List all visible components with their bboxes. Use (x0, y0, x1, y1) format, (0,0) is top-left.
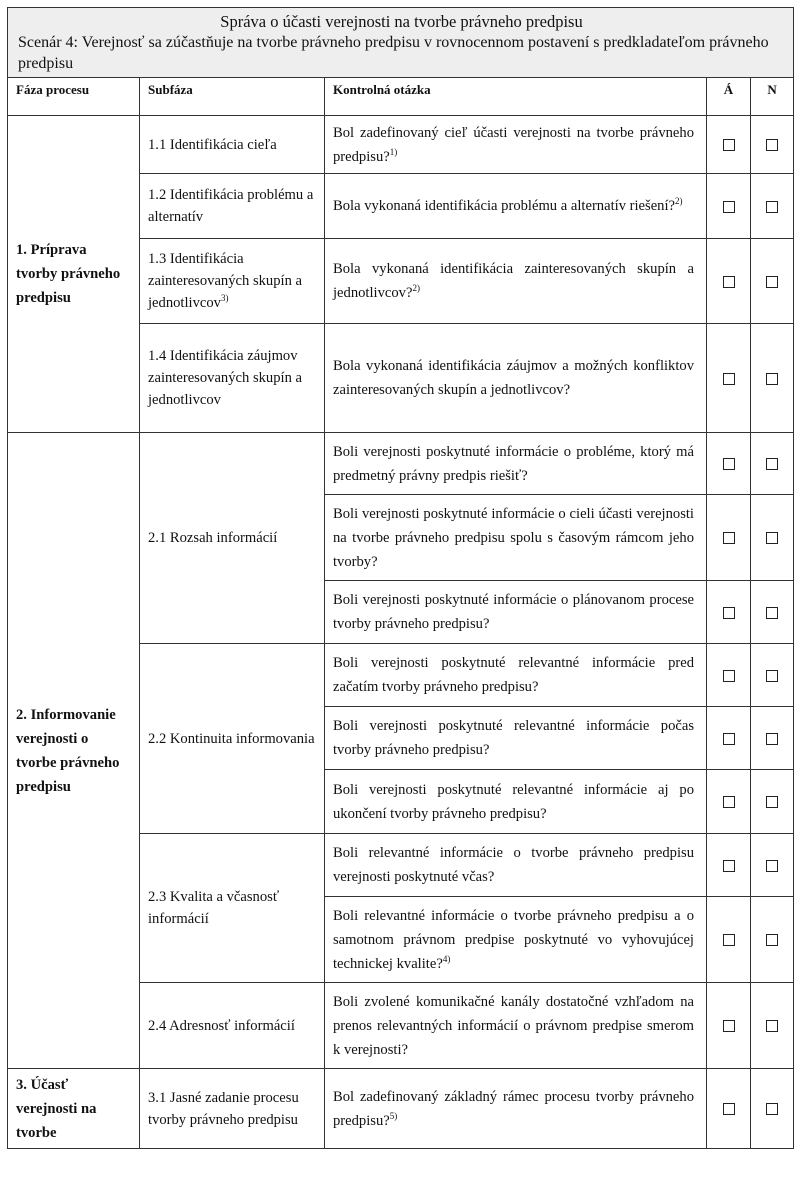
checkbox-yes[interactable] (723, 373, 735, 385)
footnote-ref: 5) (389, 1110, 398, 1121)
subphase-cell: 2.1 Rozsah informácií (140, 433, 325, 644)
question-text: Bola vykonaná identifikácia problému a alternatív riešení? (333, 198, 676, 214)
checkbox-no[interactable] (766, 670, 778, 682)
question-cell: Boli relevantné informácie o tvorbe právneho predpisu verejnosti poskytnuté včas? (325, 834, 707, 897)
question-text: Bol zadefinovaný základný rámec procesu tvorby právneho predpisu? (333, 1088, 694, 1129)
subphase-cell: 1.2 Identifikácia problému a alternatív (140, 174, 325, 239)
question-cell (325, 239, 707, 324)
question-cell: Boli verejnosti poskytnuté informácie o probléme, ktorý má predmetný právny predpis riešiť? (325, 433, 707, 495)
scenario-subtitle: Scenár 4: Verejnosť sa zúčastňuje na tvorbe právneho predpisu v rovnocennom postavení s predkladateľom právneho predpisu (18, 34, 769, 72)
checkbox-no[interactable] (766, 276, 778, 288)
footnote-ref: 4) (442, 953, 451, 964)
checkbox-yes[interactable] (723, 860, 735, 872)
header-phase: Fáza procesu (8, 78, 140, 116)
checkbox-yes[interactable] (723, 796, 735, 808)
question-cell: Boli zvolené komunikačné kanály dostatočné vzhľadom na prenos relevantných informácií o právnom predpise smerom k verejnosti? (325, 983, 707, 1069)
header-yes: Á (707, 78, 751, 116)
header-question: Kontrolná otázka (325, 78, 707, 116)
question-cell (325, 897, 707, 983)
checklist-table (7, 7, 794, 1149)
phase-cell: 1. Príprava tvorby právneho predpisu (8, 116, 140, 433)
table-row (8, 1069, 794, 1149)
table-row (8, 433, 794, 495)
checkbox-no[interactable] (766, 532, 778, 544)
subphase-label: 1.3 Identifikácia zainteresovaných skupín a jednotlivcov (148, 251, 302, 311)
question-cell (325, 1069, 707, 1149)
table-row (8, 116, 794, 174)
header-row (8, 78, 794, 116)
question-cell: Bola vykonaná identifikácia záujmov a možných konfliktov zainteresovaných skupín a jednotlivcov? (325, 324, 707, 433)
question-cell: Boli verejnosti poskytnuté informácie o plánovanom procese tvorby právneho predpisu? (325, 581, 707, 644)
subphase-cell: 3.1 Jasné zadanie procesu tvorby právneho predpisu (140, 1069, 325, 1149)
phase-cell: 2. Informovanie verejnosti o tvorbe právneho predpisu (8, 433, 140, 1069)
checkbox-no[interactable] (766, 860, 778, 872)
checkbox-no[interactable] (766, 1103, 778, 1115)
question-cell (325, 174, 707, 239)
checkbox-yes[interactable] (723, 607, 735, 619)
footnote-ref: 2) (412, 283, 420, 294)
question-text: Bola vykonaná identifikácia zainteresovaných skupín a jednotlivcov? (333, 261, 694, 301)
question-cell: Boli verejnosti poskytnuté relevantné informácie pred začatím tvorby právneho predpisu? (325, 644, 707, 707)
footnote-ref: 1) (389, 146, 398, 157)
question-cell: Boli verejnosti poskytnuté relevantné informácie aj po ukončení tvorby právneho predpisu? (325, 770, 707, 834)
checkbox-no[interactable] (766, 139, 778, 151)
checkbox-no[interactable] (766, 1020, 778, 1032)
checkbox-no[interactable] (766, 796, 778, 808)
subphase-cell: 1.1 Identifikácia cieľa (140, 116, 325, 174)
footnote-ref: 2) (675, 196, 683, 207)
checkbox-no[interactable] (766, 373, 778, 385)
report-document (7, 7, 793, 1149)
report-title: Správa o účasti verejnosti na tvorbe právneho predpisu (220, 12, 583, 31)
checkbox-yes[interactable] (723, 733, 735, 745)
question-cell: Boli verejnosti poskytnuté informácie o cieli účasti verejnosti na tvorbe právneho predpisu spolu s časovým rámcom jeho tvorby? (325, 495, 707, 581)
checkbox-yes[interactable] (723, 1103, 735, 1115)
checkbox-no[interactable] (766, 458, 778, 470)
checkbox-no[interactable] (766, 607, 778, 619)
subphase-cell: 2.2 Kontinuita informovania (140, 644, 325, 834)
question-text: Bol zadefinovaný cieľ účasti verejnosti na tvorbe právneho predpisu? (333, 124, 694, 165)
phase-cell: 3. Účasť verejnosti na tvorbe (8, 1069, 140, 1149)
question-cell: Boli verejnosti poskytnuté relevantné informácie počas tvorby právneho predpisu? (325, 707, 707, 770)
subphase-cell (140, 239, 325, 324)
footnote-ref: 3) (220, 293, 229, 304)
question-text: Boli relevantné informácie o tvorbe právneho predpisu a o samotnom právnom predpise poskytnuté vo vyhovujúcej technickej kvalite? (333, 907, 694, 972)
checkbox-yes[interactable] (723, 670, 735, 682)
checkbox-yes[interactable] (723, 934, 735, 946)
checkbox-yes[interactable] (723, 532, 735, 544)
header-subphase: Subfáza (140, 78, 325, 116)
checkbox-no[interactable] (766, 934, 778, 946)
subphase-cell: 2.4 Adresnosť informácií (140, 983, 325, 1069)
checkbox-yes[interactable] (723, 458, 735, 470)
checkbox-yes[interactable] (723, 1020, 735, 1032)
checkbox-no[interactable] (766, 201, 778, 213)
question-cell (325, 116, 707, 174)
checkbox-yes[interactable] (723, 201, 735, 213)
title-block (8, 8, 794, 78)
checkbox-no[interactable] (766, 733, 778, 745)
header-no: N (751, 78, 794, 116)
checkbox-yes[interactable] (723, 276, 735, 288)
subphase-cell: 1.4 Identifikácia záujmov zainteresovaných skupín a jednotlivcov (140, 324, 325, 433)
checkbox-yes[interactable] (723, 139, 735, 151)
subphase-cell: 2.3 Kvalita a včasnosť informácií (140, 834, 325, 983)
